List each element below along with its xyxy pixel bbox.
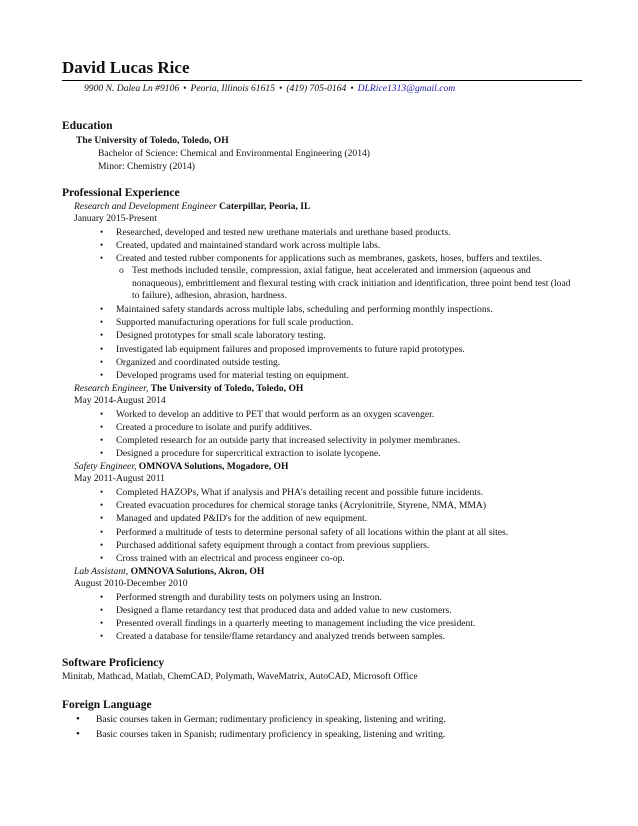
phone: (419) 705-0164 xyxy=(286,83,347,94)
job-bullets xyxy=(62,226,582,266)
address: 9900 N. Dalea Ln #9106 xyxy=(84,83,180,94)
job-company: The University of Toledo, Toledo, OH xyxy=(150,383,304,395)
experience-heading: Professional Experience xyxy=(62,187,180,199)
job-role: Safety Engineer, xyxy=(74,461,137,473)
software-list: Minitab, Mathcad, Matlab, ChemCAD, Polymath, WaveMatrix, AutoCAD, Microsoft Office xyxy=(62,671,418,683)
job-bullets xyxy=(62,591,582,644)
list-item: • Created evacuation procedures for chemical storage tanks (Acrylonitrile, Styrene, NMA, MMA) xyxy=(100,500,487,512)
list-item: • Basic courses taken in Spanish; rudimentary proficiency in speaking, listening and writing. xyxy=(76,728,446,741)
job-dates: January 2015-Present xyxy=(74,213,157,224)
job-dates: May 2011-August 2011 xyxy=(74,473,165,485)
list-item: • Purchased additional safety equipment through a contact from previous suppliers. xyxy=(100,539,430,551)
list-item: • Created a procedure to isolate and purify additives. xyxy=(100,421,313,433)
list-item: • Supported manufacturing operations for full scale production. xyxy=(100,317,354,329)
job-title-line xyxy=(62,382,582,395)
list-item: • Organized and coordinated outside testing. xyxy=(100,356,281,368)
list-item: • Presented overall findings in a quarterly meeting to management including the vice president. xyxy=(100,618,476,630)
job-dates: August 2010-December 2010 xyxy=(74,578,188,590)
separator-bullet: • xyxy=(183,83,187,94)
separator-bullet: • xyxy=(279,83,283,94)
job-role: Research Engineer, xyxy=(74,383,149,395)
job-company: OMNOVA Solutions, Akron, OH xyxy=(130,566,265,578)
job-company: Caterpillar, Peoria, IL xyxy=(219,201,311,212)
separator-bullet: • xyxy=(350,83,354,94)
list-item: • Completed HAZOPs, What if analysis and PHA's detailing recent and possible future incidents. xyxy=(100,486,484,498)
job-sub-bullets xyxy=(62,265,582,303)
list-item: • Basic courses taken in German; rudimentary proficiency in speaking, listening and writing. xyxy=(76,713,446,726)
list-item: • Designed a flame retardancy test that produced data and added value to new customers. xyxy=(100,604,452,616)
education-heading: Education xyxy=(62,120,113,132)
degree: Bachelor of Science: Chemical and Environmental Engineering (2014) xyxy=(98,148,370,159)
list-item: • Performed a multitude of tests to determine personal safety of all locations within the plant at all sites. xyxy=(100,526,509,538)
job-bullets xyxy=(62,486,582,565)
software-heading: Software Proficiency xyxy=(62,657,165,670)
list-item: • Investigated lab equipment failures and proposed improvements to future rapid prototypes. xyxy=(100,343,465,355)
city: Peoria, Illinois 61615 xyxy=(190,83,275,94)
list-item: • Maintained safety standards across multiple labs, scheduling and performing monthly inspections. xyxy=(100,303,493,315)
job-bullets xyxy=(62,303,582,382)
list-item: • Created a database for tensile/flame retardancy and analyzed trends between samples. xyxy=(100,631,445,643)
list-item: • Created and tested rubber components for applications such as membranes, gaskets, hoses, buffers and textiles. xyxy=(100,252,543,264)
list-item: • Created, updated and maintained standard work across multiple labs. xyxy=(100,239,381,251)
sub-list-item: o Test methods included tensile, compression, axial fatigue, heat accelerated and immersion (aqueous and nonaqueous), embrittlement and flexural testing with crack initiation and identification, three point bend test (load to failure), adhesion, abrasion, hardness. xyxy=(119,265,571,302)
job-title-line xyxy=(62,565,582,578)
job-title-line xyxy=(62,460,582,473)
job-role: Lab Assistant, xyxy=(74,566,129,578)
job-company: OMNOVA Solutions, Mogadore, OH xyxy=(138,461,289,473)
list-item: • Designed a procedure for supercritical extraction to isolate lycopene. xyxy=(100,448,381,460)
header-divider xyxy=(62,80,582,81)
school-name: The University of Toledo, Toledo, OH xyxy=(76,135,229,146)
job-dates: May 2014-August 2014 xyxy=(74,395,166,407)
job-role: Research and Development Engineer xyxy=(74,201,217,212)
job-title-line xyxy=(62,200,582,213)
list-item: • Cross trained with an electrical and process engineer co-op. xyxy=(100,552,345,564)
contact-line xyxy=(62,82,582,96)
list-item: • Researched, developed and tested new urethane materials and urethane based products. xyxy=(100,226,451,238)
list-item: • Managed and updated P&ID's for the addition of new equipment. xyxy=(100,513,368,525)
list-item: • Designed prototypes for small scale laboratory testing. xyxy=(100,330,326,342)
list-item: • Completed research for an outside party that increased selectivity in polymer membranes. xyxy=(100,435,461,447)
list-item: • Worked to develop an additive to PET that would perform as an oxygen scavenger. xyxy=(100,408,435,420)
list-item: • Developed programs used for material testing on equipment. xyxy=(100,369,349,381)
language-heading: Foreign Language xyxy=(62,699,152,712)
minor: Minor: Chemistry (2014) xyxy=(98,161,195,172)
applicant-name: David Lucas Rice xyxy=(62,58,190,77)
list-item: • Performed strength and durability tests on polymers using an Instron. xyxy=(100,591,382,603)
language-list xyxy=(62,712,582,742)
resume-page xyxy=(62,58,582,742)
email-link[interactable]: DLRice1313@gmail.com xyxy=(357,83,456,94)
job-bullets xyxy=(62,408,582,461)
